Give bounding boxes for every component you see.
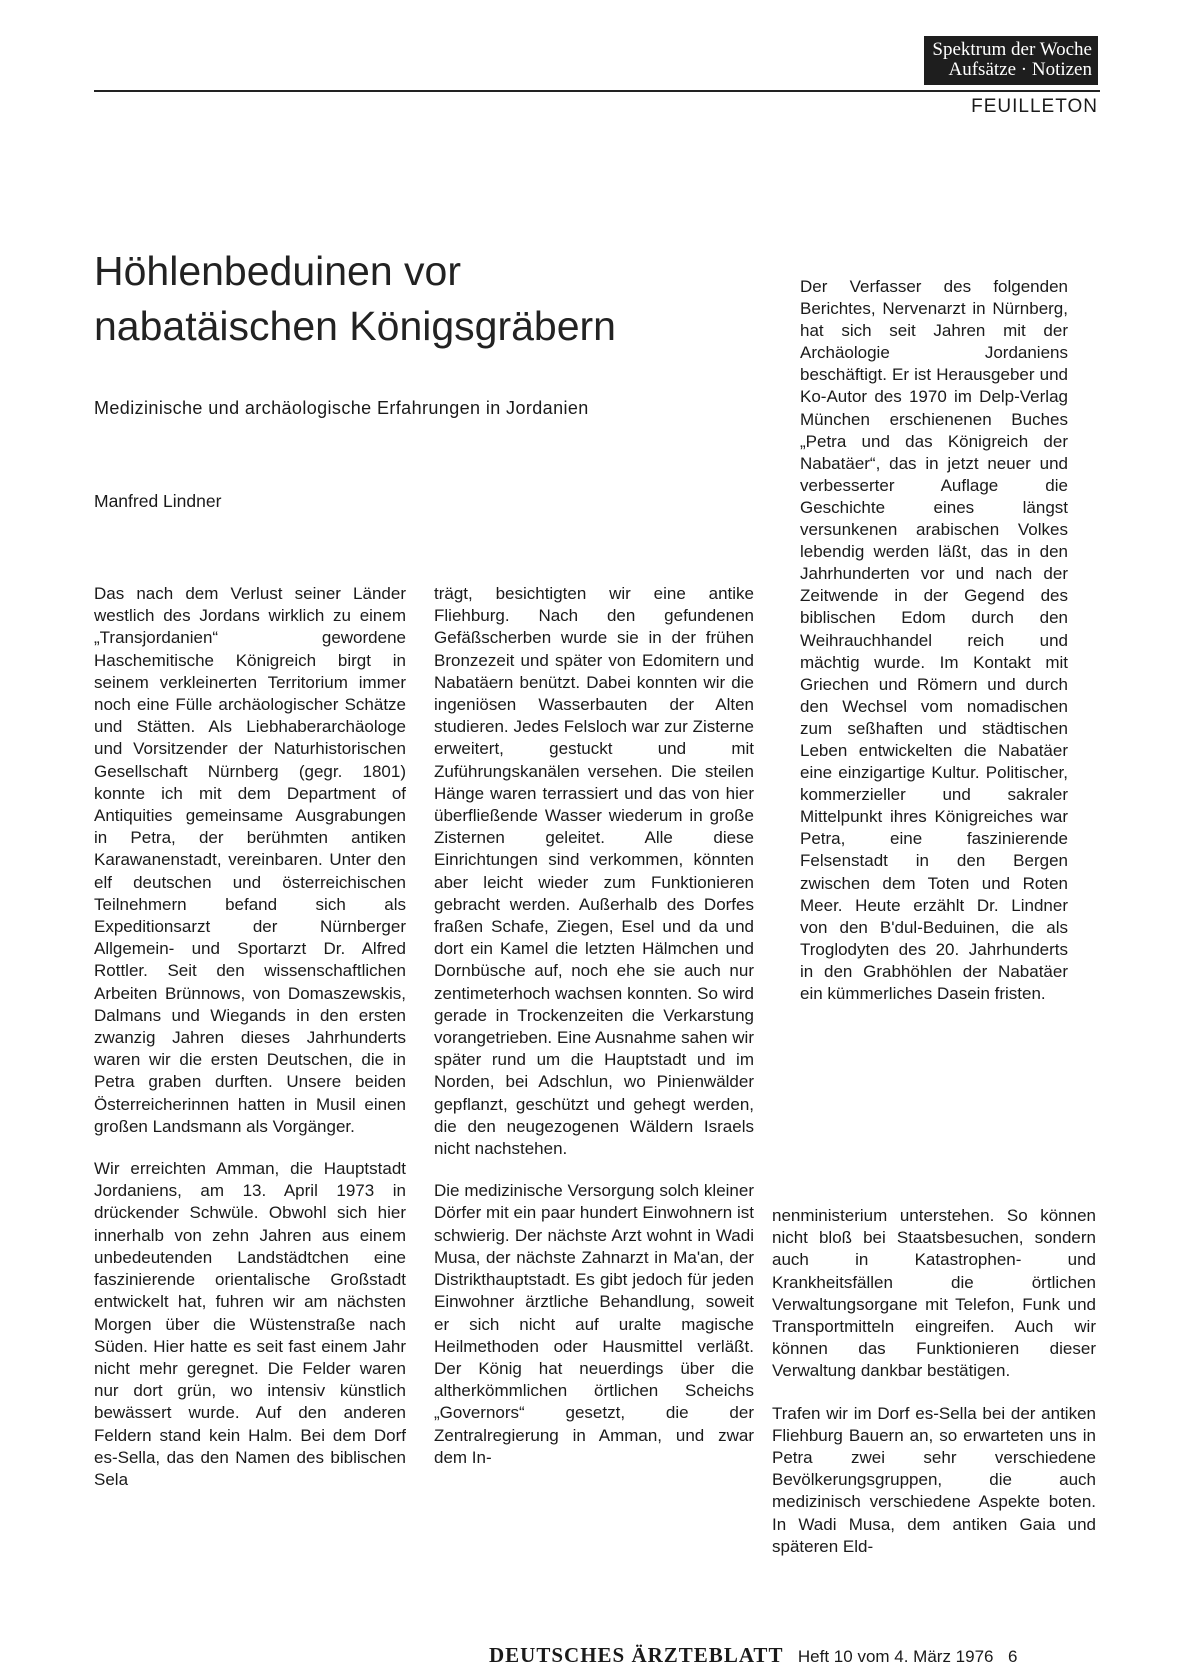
badge-line-1: Spektrum der Woche — [932, 39, 1092, 60]
paragraph: trägt, besichtigten wir eine antike Fliehburg. Nach den gefundenen Gefäßscherben wurde sie in der frühen Bronzezeit und später von Edomitern und Nabatäern benützt. Dabei konnten wir die ingeniösen Wasserbauten der Alten studieren. Jedes Felsloch war zur Zisterne erweitert, gestuckt und mit Zuführungskanälen versehen. Die steilen Hänge waren terrassiert und das von hier überfließende Wasser wiederum in große Zisternen geleitet. Alle diese Einrichtungen sind verkommen, könnten aber leicht wieder zum Funktionieren gebracht werden. Außerhalb des Dorfes fraßen Schafe, Ziegen, Esel und da und dort ein Kamel die letzten Hälmchen und Dornbüsche auf, noch ehe sie auch nur zentimeterhoch wachsen konnten. So wird gerade in Trockenzeiten die Verkarstung vorangetrieben. Eine Ausnahme sahen wir später rund um die Hauptstadt und im Norden, bei Adschlun, wo Pinienwälder gepflanzt, geschützt und gehegt werden, die den neugezogenen Wäldern Israels nicht nachstehen. — [434, 584, 754, 1159]
author-sidebar: Der Verfasser des folgenden Berichtes, Nervenarzt in Nürnberg, hat sich seit Jahren mit der Archäologie Jordaniens beschäftigt. Er ist Herausgeber und Ko-Autor des 1970 im Delp-Verlag München erschienenen Buches „Petra und das Königreich der Nabatäer“, das in jetzt neuer und verbesserter Auflage die Geschichte eines längst versunkenen arabischen Volkes lebendig werden läßt, das in den Jahrhunderten vor und nach der Zeitwende in der Gegend des biblischen Edom durch den Weihrauchhandel reich und mächtig wurde. Im Kontakt mit Griechen und Römern und durch den Wechsel vom nomadischen zum seßhaften und städtischen Leben entwickelten die Nabatäer eine einzigartige Kultur. Politischer, kommerzieller und sakraler Mittelpunkt ihres Königreiches war Petra, eine faszinierende Felsenstadt in den Bergen zwischen dem Toten und Roten Meer. Heute erzählt Dr. Lindner von den B'dul-Beduinen, die als Troglodyten des 20. Jahrhunderts in den Grabhöhlen der Nabatäer ein kümmerliches Dasein fristen. — [800, 277, 1068, 1003]
paragraph: Die medizinische Versorgung solch kleiner Dörfer mit ein paar hundert Einwohnern ist schwierig. Der nächste Arzt wohnt in Wadi Musa, der nächste Zahnarzt in Ma'an, der Distrikthauptstadt. Es gibt jedoch für jeden Einwohner ärztliche Behandlung, soweit er sich nicht auf uralte magische Heilmethoden oder Hausmittel verläßt. Der König hat neuerdings über die altherkömmlichen örtlichen Scheichs „Governors“ gesetzt, die der Zentralregierung in Amman, und zwar dem In- — [434, 1181, 754, 1467]
article-subtitle: Medizinische und archäologische Erfahrungen in Jordanien — [94, 398, 589, 418]
paragraph: Wir erreichten Amman, die Hauptstadt Jordaniens, am 13. April 1973 in drückender Schwüle. Obwohl sich hier innerhalb von zehn Jahren aus einem unbedeutenden Landstädtchen eine faszinierende orientalische Großstadt entwickelt hat, fuhren wir am nächsten Morgen über die Wüstenstraße nach Süden. Hier hatte es seit fast einem Jahr nicht mehr geregnet. Die Felder waren nur dort grün, wo intensiv künstlich bewässert wurde. Auf den anderen Feldern stand kein Halm. Bei dem Dorf es-Sella, das den Namen des biblischen Sela — [94, 1159, 406, 1489]
badge-line-2: Aufsätze · Notizen — [948, 59, 1092, 80]
author-name: Manfred Lindner — [94, 491, 222, 511]
section-badge — [924, 36, 1098, 85]
title-line-2: nabatäischen Königsgräbern — [94, 303, 616, 349]
paragraph: Das nach dem Verlust seiner Länder westlich des Jordans wirklich zu einem „Transjordanien“ gewordene Haschemitische Königreich birgt in seinem verkleinerten Territorium immer noch eine Fülle archäologischer Schätze und Stätten. Als Liebhaberarchäologe und Vorsitzender der Naturhistorischen Gesellschaft Nürnberg (gegr. 1801) konnte ich mit dem Department of Antiquities gemeinsame Ausgrabungen in Petra, der berühmten antiken Karawanenstadt, vereinbaren. Unter den elf deutschen und österreichischen Teilnehmern befand sich als Expeditionsarzt der Nürnberger Allgemein- und Sportarzt Dr. Alfred Rottler. Seit den wissenschaftlichen Arbeiten Brünnows, von Domaszewskis, Dalmans und Wiegands in den ersten zwanzig Jahren dieses Jahrhunderts waren wir die ersten Deutschen, die in Petra graben durften. Unsere beiden Österreicherinnen hatten in Musil einen großen Landsmann als Vorgänger. — [94, 584, 406, 1136]
column-3 — [772, 1205, 1096, 1578]
paragraph: Trafen wir im Dorf es-Sella bei der antiken Fliehburg Bauern an, so erwarteten uns in Petra zwei sehr verschiedene Bevölkerungsgruppen, die auch medizinisch verschiedene Aspekte boten. In Wadi Musa, dem antiken Gaia und späteren Eld- — [772, 1403, 1096, 1556]
column-1 — [94, 583, 406, 1511]
header-rule — [94, 90, 1100, 92]
journal-name: DEUTSCHES ÄRZTEBLATT — [489, 1643, 784, 1667]
page-footer — [489, 1643, 1017, 1668]
section-label: FEUILLETON — [971, 96, 1098, 117]
article-title — [94, 244, 616, 354]
issue-info: Heft 10 vom 4. März 1976 — [797, 1647, 994, 1666]
title-line-1: Höhlenbeduinen vor — [94, 248, 461, 294]
column-2 — [434, 583, 754, 1489]
paragraph: nenministerium unterstehen. So können nicht bloß bei Staatsbesuchen, sondern auch in Katastrophen- und Krankheitsfällen die örtlichen Verwaltungsorgane mit Telefon, Funk und Transportmitteln eingreifen. Auch wir können das Funktionieren dieser Verwaltung dankbar bestätigen. — [772, 1206, 1096, 1381]
page-number: 6 — [1007, 1647, 1018, 1666]
